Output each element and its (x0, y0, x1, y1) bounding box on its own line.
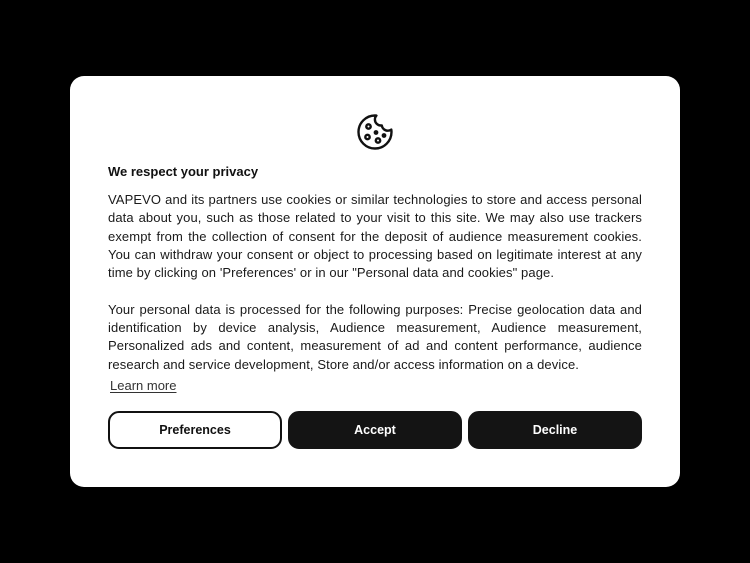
purposes-paragraph: Your personal data is processed for the following purposes: Precise geolocation data and identification by device analysis, Audience measurement, Audience measurement, Personalized ads and content, measurement of ad and content performance, audience research and service development, Store and/or access information on a device. (108, 301, 642, 372)
dialog-body (108, 191, 642, 374)
cookie-consent-dialog (70, 76, 680, 487)
cookie-icon (356, 113, 394, 151)
decline-button[interactable]: Decline (468, 411, 642, 449)
accept-button[interactable]: Accept (288, 411, 462, 449)
learn-more-link[interactable]: Learn more (110, 378, 177, 393)
consent-paragraph: VAPEVO and its partners use cookies or similar technologies to store and access personal data about you, such as those related to your visit to this site. We may also use trackers exempt from the collection of consent for the deposit of audience measurement cookies. You can withdraw your consent or object to processing based on legitimate interest at any time by clicking on 'Preferences' or in our "Personal data and cookies" page. (108, 192, 642, 281)
dialog-actions (108, 411, 642, 449)
dialog-title: We respect your privacy (108, 164, 259, 179)
preferences-button[interactable]: Preferences (108, 411, 282, 449)
